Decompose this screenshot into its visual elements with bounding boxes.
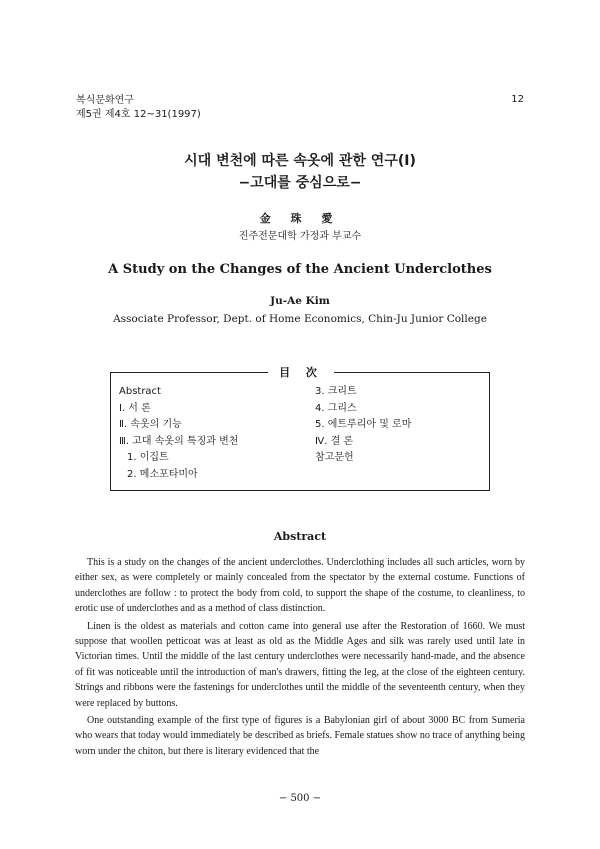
toc-item: Ⅳ. 결 론	[315, 435, 354, 447]
author-english: Ju-Ae Kim	[270, 295, 330, 307]
abstract-body	[75, 555, 525, 761]
toc-item: 1. 이집트	[127, 452, 169, 463]
affiliation-english: Associate Professor, Dept. of Home Economics, Chin-Ju Junior College	[113, 313, 487, 325]
toc-item: Abstract	[119, 386, 161, 397]
toc-left-column	[119, 384, 238, 483]
toc-item: Ⅱ. 속옷의 기능	[119, 419, 182, 430]
page-number: − 500 −	[278, 793, 322, 804]
toc-item: 4. 그리스	[315, 402, 357, 414]
toc-item: 3. 크리트	[315, 386, 357, 397]
abstract-paragraph: This is a study on the changes of the ancient underclothes. Underclothing includes all such articles, worn by either sex, as were completely or mainly concealed from the spectator by the external costume. Functions of underclothes are follow : to protect the body from cold, to support the shape of the costume, to cleanliness, to erotic use of underclothes and as a method of class distinction.	[75, 557, 525, 615]
author-korean: 金 珠 愛	[259, 212, 341, 225]
toc-heading: 目 次	[279, 366, 323, 379]
toc-item: Ⅲ. 고대 속옷의 특징과 변천	[119, 435, 239, 447]
english-title: A Study on the Changes of the Ancient Underclothes	[108, 262, 492, 277]
toc-right-column	[315, 384, 411, 467]
abstract-paragraph: One outstanding example of the first type of figures is a Babylonian girl of about 3000 BC from Sumeria who wears that today would immediately be described as briefs. Female statues show no trace of anything being worn under the chiton, but there is literary evidenced that the	[75, 715, 525, 757]
toc-item: Ⅰ. 서 론	[119, 402, 151, 414]
korean-title: 시대 변천에 따른 속옷에 관한 연구(Ⅰ)	[184, 153, 416, 169]
abstract-paragraph: Linen is the oldest as materials and cotton came into general use after the Restoration of 1660. We must suppose that woollen petticoat was at least as old as the Middle Ages and silk was rarely used until late in Victorian times. Until the middle of the last century underclothes were necessarily hand-made, and the absence of fit was noticeable until the introduction of man's drawers, fitting the leg, at the close of the eighteen century. Strings and ribbons were the fastenings for underclothes until the middle of the seventeenth century, when they were replaced by buttons.	[75, 620, 525, 709]
journal-info	[76, 94, 201, 122]
korean-subtitle: −고대를 중심으로−	[238, 175, 362, 191]
toc-item: 5. 에트루리아 및 로마	[315, 419, 412, 430]
toc-item: 참고문헌	[315, 452, 354, 463]
volume-info: 제5권 제4호 12~31(1997)	[76, 109, 201, 120]
table-of-contents	[110, 372, 490, 491]
affiliation-korean: 진주전문대학 가정과 부교수	[238, 231, 362, 242]
toc-item: 2. 메소포타미아	[127, 468, 198, 480]
abstract-heading: Abstract	[273, 530, 327, 543]
page-mark: 12	[511, 94, 524, 105]
journal-name: 복식문화연구	[76, 95, 134, 106]
